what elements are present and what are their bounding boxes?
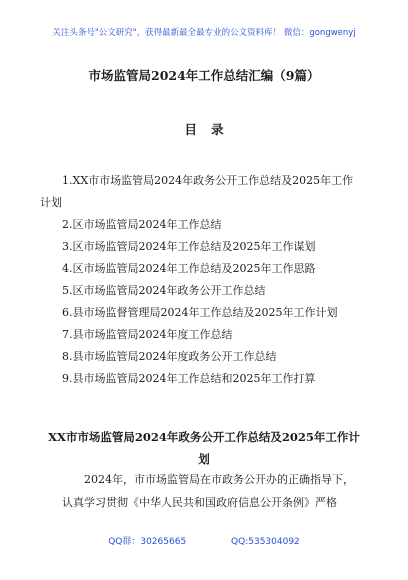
footer-qq-group: QQ群：30265665	[108, 537, 187, 547]
toc-item[interactable]: 3.区市场监管局2024年工作总结及2025年工作谋划	[62, 240, 316, 253]
toc-item[interactable]: 2.区市场监管局2024年工作总结	[62, 218, 222, 231]
toc-item[interactable]: 7.县市场监管局2024年度工作总结	[62, 328, 233, 341]
body-paragraph: 2024年，市市场监管局在市政务公开办的正确指导下，认真学习贯彻《中华人民共和国政府信息公开条例》严格	[62, 473, 354, 509]
footer	[0, 534, 408, 547]
toc-heading: 目录	[184, 122, 238, 137]
document-title: 市场监管局2024年工作总结汇编（9篇）	[88, 68, 320, 83]
toc-item[interactable]: 6.县市场监督管理局2024年工作总结及2025年工作计划	[62, 306, 338, 319]
toc-item[interactable]: 8.县市场监管局2024年度政务公开工作总结	[62, 350, 277, 363]
toc-item[interactable]: 9.县市场监管局2024年工作总结和2025年工作打算	[62, 372, 316, 385]
footer-qq-contact: QQ:535304092	[231, 537, 300, 547]
toc-item[interactable]: 4.区市场监管局2024年工作总结及2025年工作思路	[62, 262, 316, 275]
header-note: 关注头条号"公文研究"，获得最新最全最专业的公文资料库！ 微信：gongwenyj	[52, 28, 356, 38]
toc-item[interactable]: 5.区市场监管局2024年政务公开工作总结	[62, 284, 266, 297]
table-of-contents	[40, 170, 362, 390]
toc-item[interactable]: 1.XX市市场监管局2024年政务公开工作总结及2025年工作计划	[40, 174, 354, 209]
section-title: XX市市场监管局2024年政务公开工作总结及2025年工作计划	[48, 430, 360, 466]
